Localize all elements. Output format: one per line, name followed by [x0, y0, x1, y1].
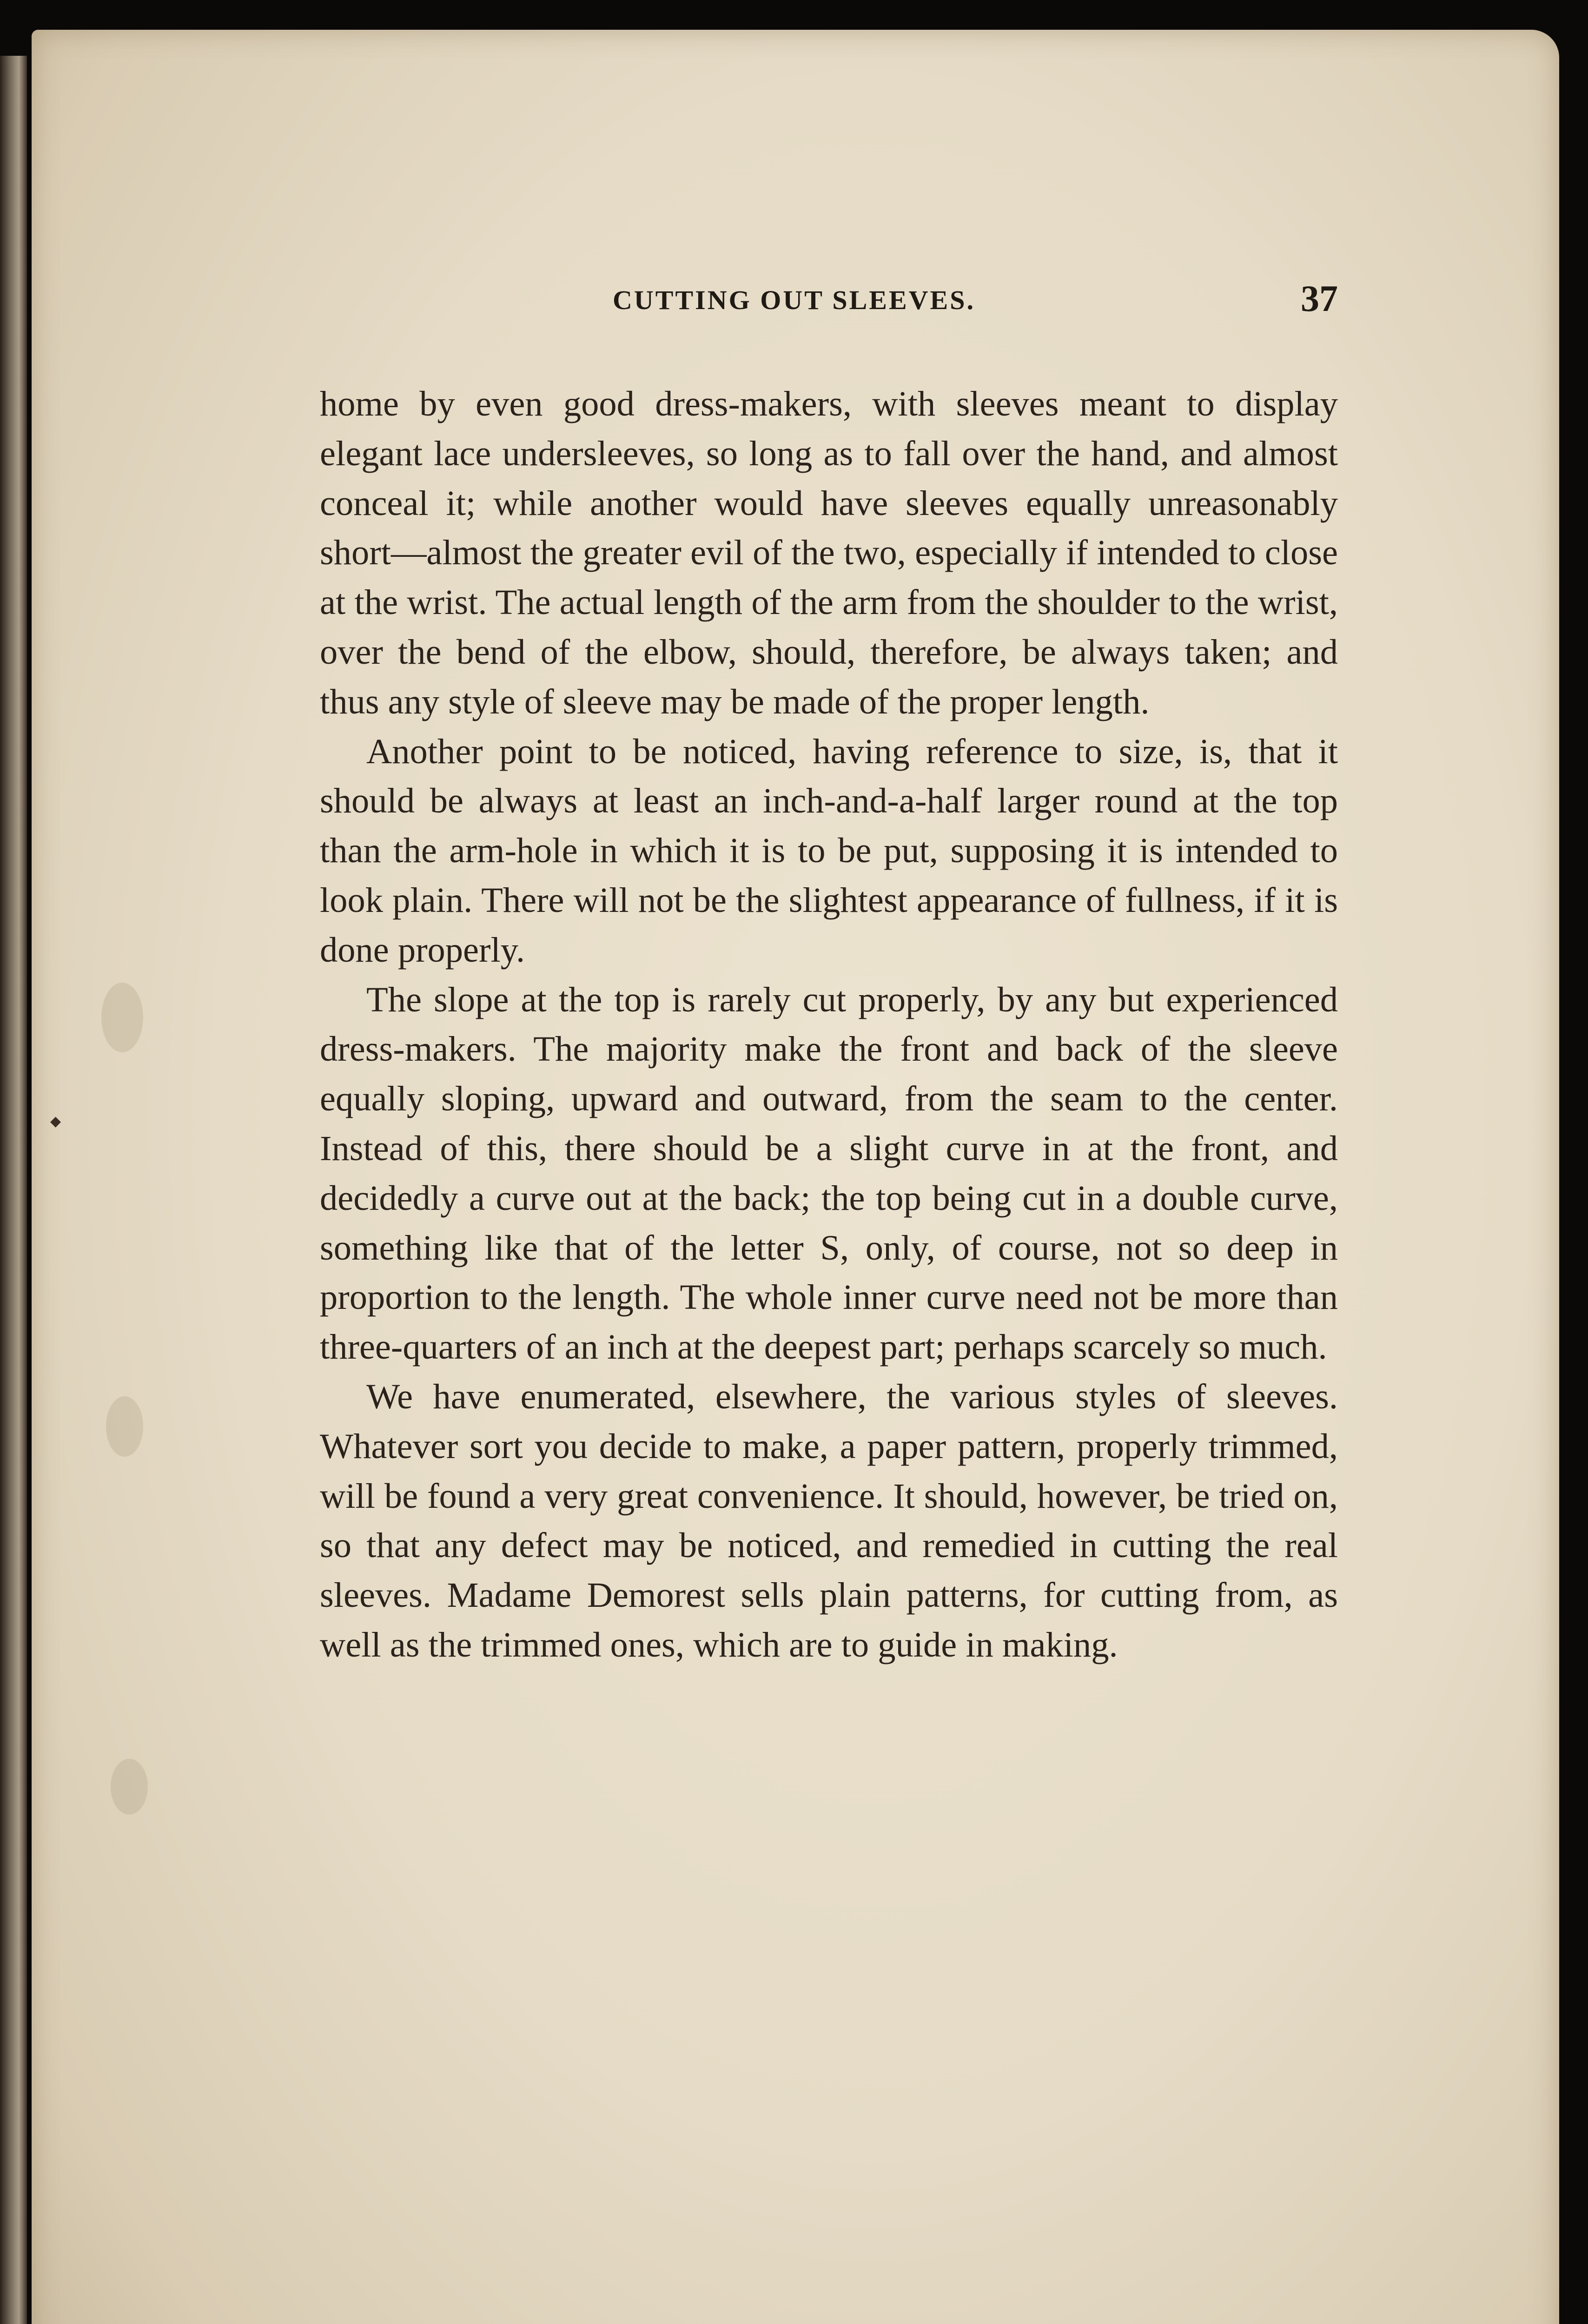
paragraph: home by even good dress-makers, with sleeves meant to display elegant lace undersleeves, so long as to fall over the hand, and almost conceal it; while another would have sleeves equally unreasonably short—almost the greater evil of the two, especially if intended to close at the wrist. The actual length of the arm from the shoulder to the wrist, over the bend of the elbow, should, therefore, be always taken; and thus any style of sleeve may be made of the proper length. — [320, 384, 1338, 721]
paper-stain — [111, 1759, 148, 1815]
paragraph: We have enumerated, elsewhere, the various styles of sleeves. Whatever sort you decide to make, a paper pattern, properly trimmed, will be found a very great convenience. It should, however, be tried on, so that any defect may be noticed, and remedied in cutting the real sleeves. Madame Demorest sells plain patterns, for cutting from, as well as the trimmed ones, which are to guide in making. — [320, 1376, 1338, 1664]
paragraph: Another point to be noticed, having reference to size, is, that it should be always at least an inch-and-a-half larger round at the top than the arm-hole in which it is to be put, supposing it is intended to look plain. There will not be the slightest appearance of fullness, if it is done properly. — [320, 731, 1338, 970]
running-title: CUTTING OUT SLEEVES. — [613, 285, 975, 315]
body-text — [320, 379, 1338, 1670]
paragraph: The slope at the top is rarely cut properly, by any but experienced dress-makers. The majority make the front and back of the sleeve equally sloping, upward and outward, from the seam to the center. Instead of this, there should be a slight curve in at the front, and decidedly a curve out at the back; the top being cut in a double curve, something like that of the letter S, only, of course, not so deep in proportion to the length. The whole inner curve need not be more than three-quarters of an inch at the deepest part; perhaps scarcely so much. — [320, 979, 1338, 1367]
paper-stain — [106, 1396, 143, 1457]
binding-edge — [0, 56, 27, 2324]
paper-stain — [101, 983, 143, 1052]
page-number: 37 — [1301, 278, 1338, 319]
margin-mark: ◆ — [50, 1113, 61, 1129]
running-head — [613, 278, 1338, 329]
